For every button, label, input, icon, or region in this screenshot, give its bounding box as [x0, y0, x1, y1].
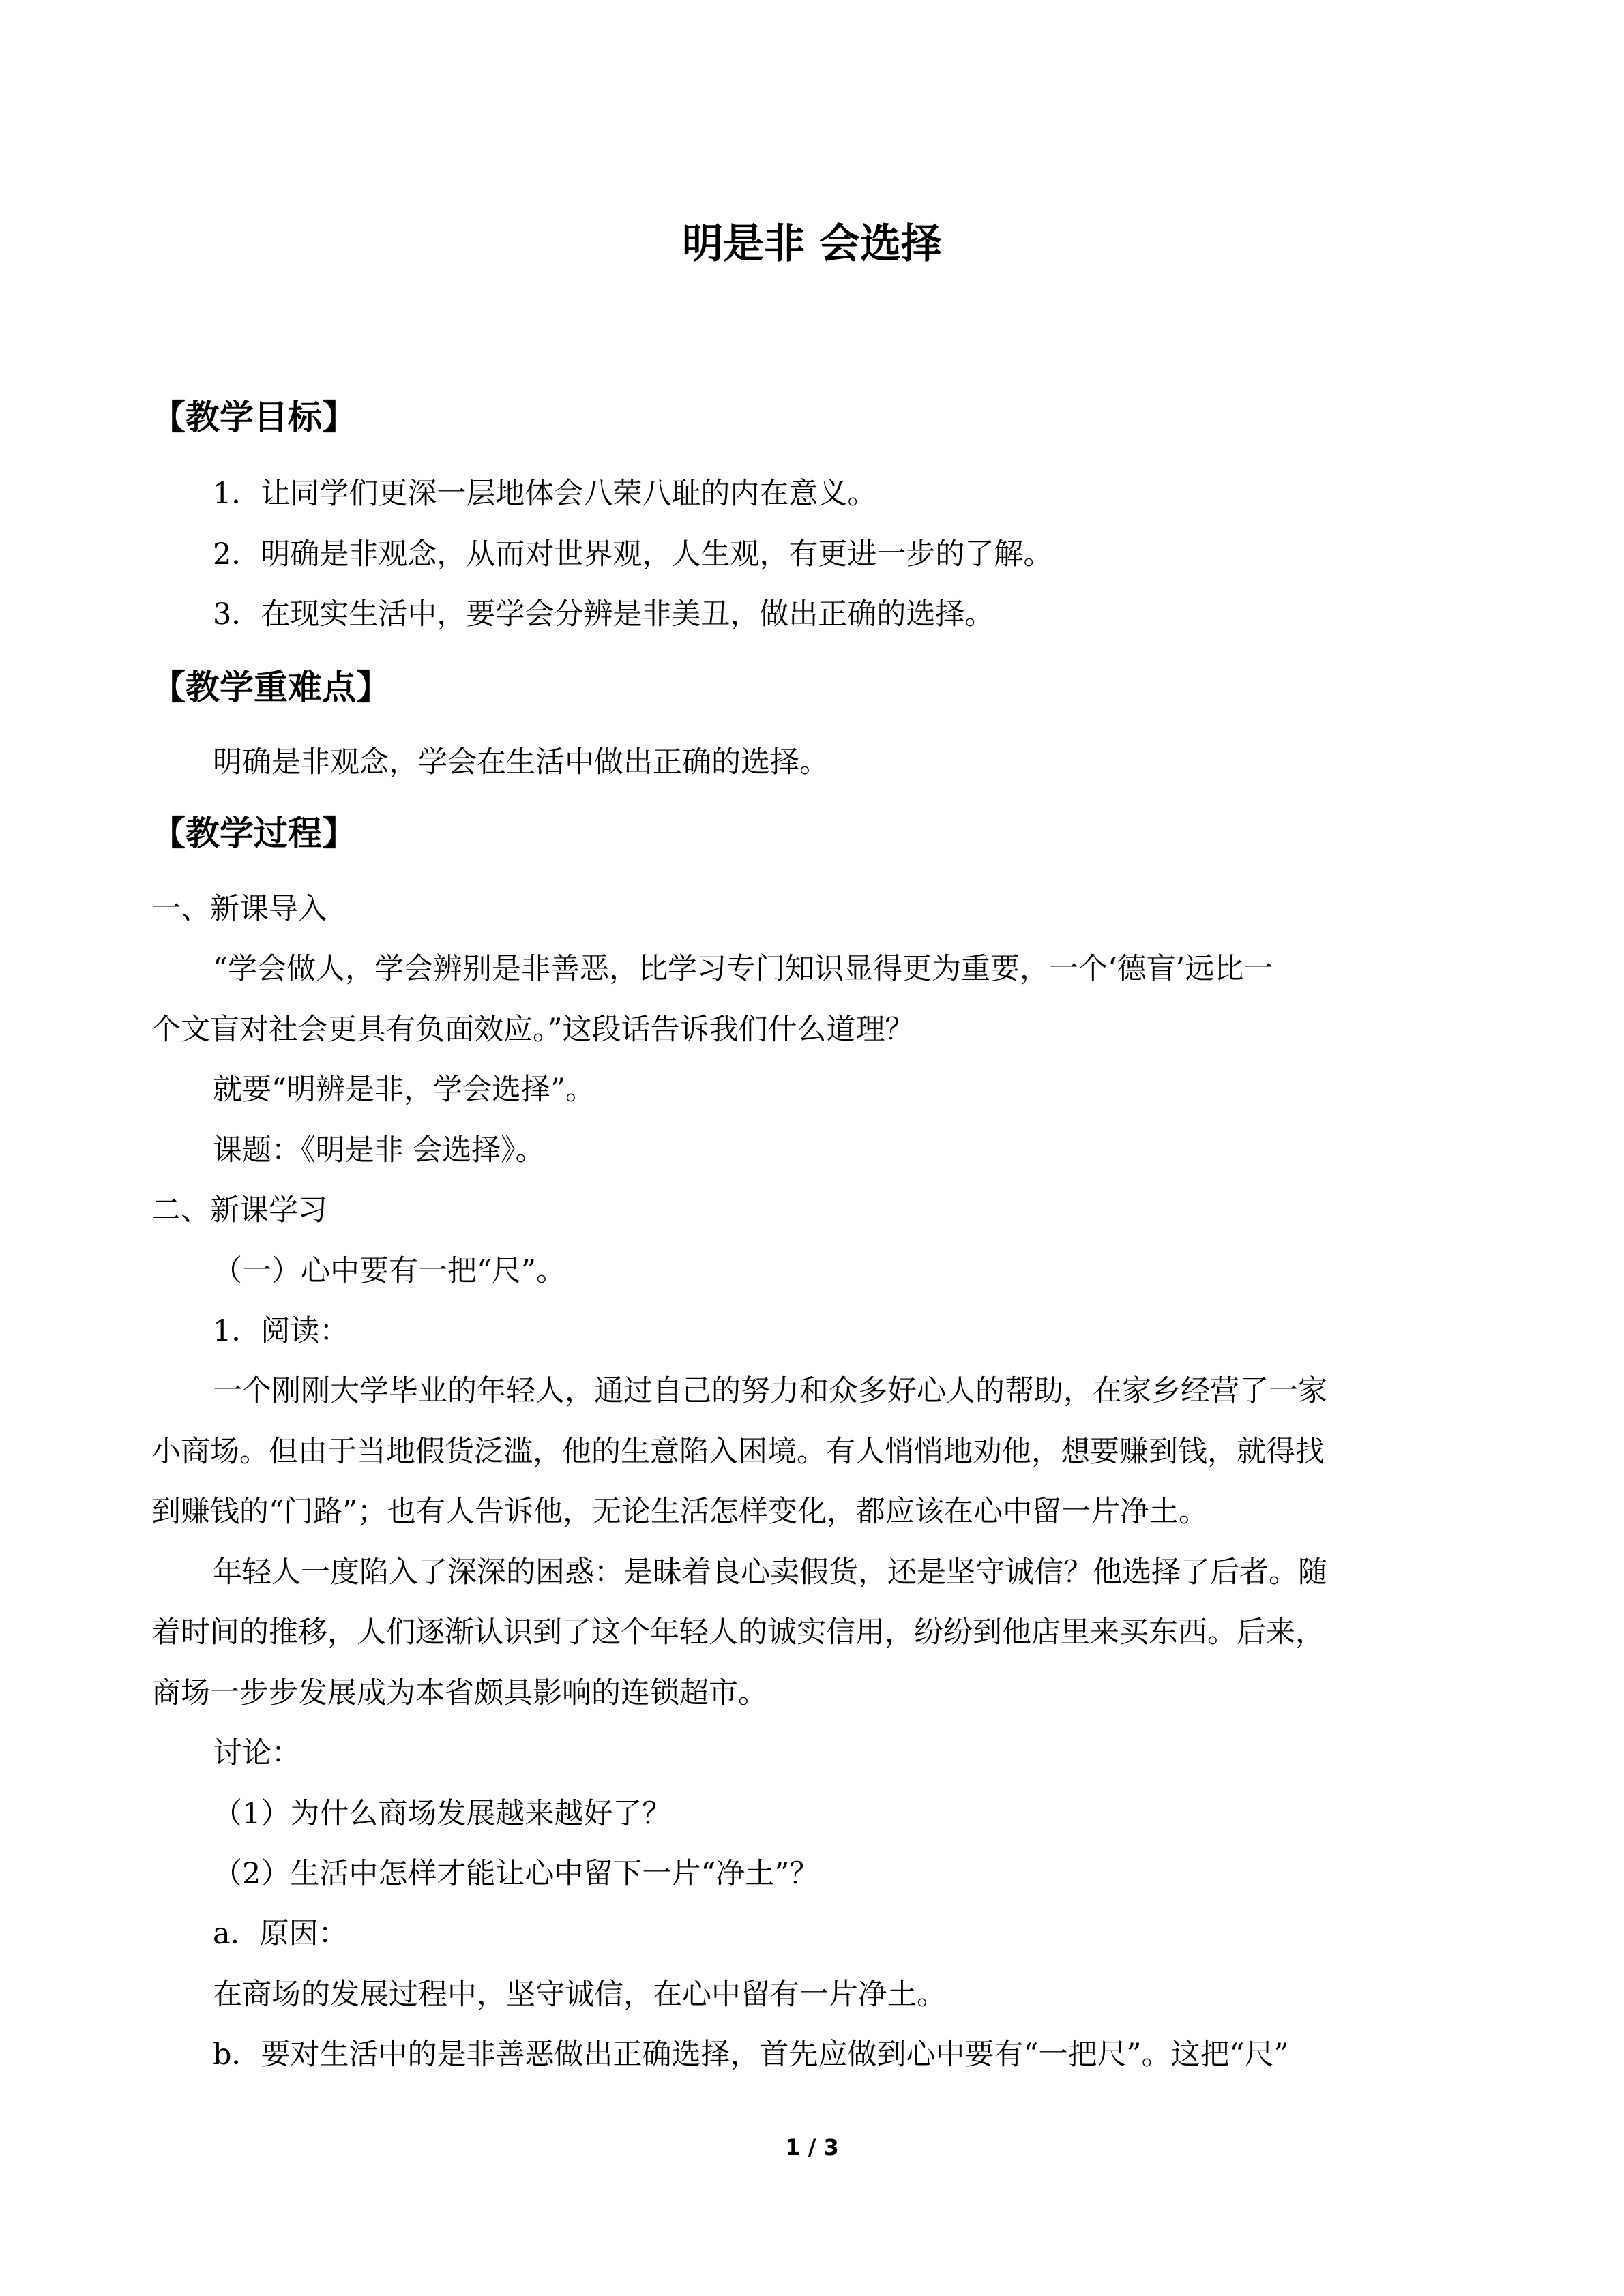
- paragraph-line: （2）生活中怎样才能让心中留下一片“净土”？: [213, 1857, 819, 1891]
- keypoints-text: 明确是非观念，学会在生活中做出正确的选择。: [213, 745, 829, 779]
- paragraph-line: 就要“明辨是非，学会选择”。: [213, 1073, 595, 1107]
- paragraph-line: 商场一步步发展成为本省颇具影响的连锁超市。: [151, 1676, 767, 1710]
- paragraph-line: 讨论：: [213, 1736, 301, 1770]
- paragraph-line: 1．阅读：: [213, 1314, 349, 1348]
- paragraph-line: a．原因：: [213, 1917, 348, 1951]
- paragraph-line: 个文盲对社会更具有负面效应。”这段话告诉我们什么道理？: [151, 1013, 915, 1047]
- goal-item: 2．明确是非观念，从而对世界观，人生观，有更进一步的了解。: [213, 537, 1053, 571]
- paragraph-line: “学会做人，学会辨别是非善恶，比学习专门知识显得更为重要，一个‘德盲’远比一: [213, 952, 1273, 986]
- page-number: 1 / 3: [785, 2134, 839, 2160]
- document-title: 明是非 会选择: [682, 220, 942, 268]
- goal-item: 3．在现实生活中，要学会分辨是非美丑，做出正确的选择。: [213, 597, 994, 631]
- paragraph-line: 课题：《明是非 会选择》。: [213, 1133, 545, 1167]
- paragraph-line: （1）为什么商场发展越来越好了？: [213, 1797, 672, 1831]
- paragraph-line: 着时间的推移，人们逐渐认识到了这个年轻人的诚实信用，纷纷到他店里来买东西。后来，: [151, 1615, 1325, 1650]
- paragraph-line: 到赚钱的“门路”；也有人告诉他，无论生活怎样变化，都应该在心中留一片净土。: [151, 1495, 1208, 1529]
- paragraph-line: b．要对生活中的是非善恶做出正确选择，首先应做到心中要有“一把尺”。这把“尺”: [213, 2038, 1289, 2072]
- paragraph-line: 在商场的发展过程中，坚守诚信，在心中留有一片净土。: [213, 1978, 946, 2012]
- section-heading-process: 【教学过程】: [151, 814, 356, 853]
- section-heading-goals: 【教学目标】: [151, 398, 356, 437]
- paragraph-line: 年轻人一度陷入了深深的困惑：是昧着良心卖假货，还是坚守诚信？他选择了后者。随: [213, 1555, 1327, 1590]
- paragraph-line: 二、新课学习: [151, 1193, 327, 1227]
- section-heading-keypoints: 【教学重难点】: [151, 668, 390, 707]
- goal-item: 1．让同学们更深一层地体会八荣八耻的内在意义。: [213, 477, 877, 511]
- paragraph-line: 一、新课导入: [151, 892, 327, 926]
- paragraph-line: （一）心中要有一把“尺”。: [213, 1254, 565, 1288]
- paragraph-line: 一个刚刚大学毕业的年轻人，通过自己的努力和众多好心人的帮助，在家乡经营了一家: [213, 1374, 1327, 1408]
- paragraph-line: 小商场。但由于当地假货泛滥，他的生意陷入困境。有人悄悄地劝他，想要赚到钱，就得找: [151, 1435, 1325, 1469]
